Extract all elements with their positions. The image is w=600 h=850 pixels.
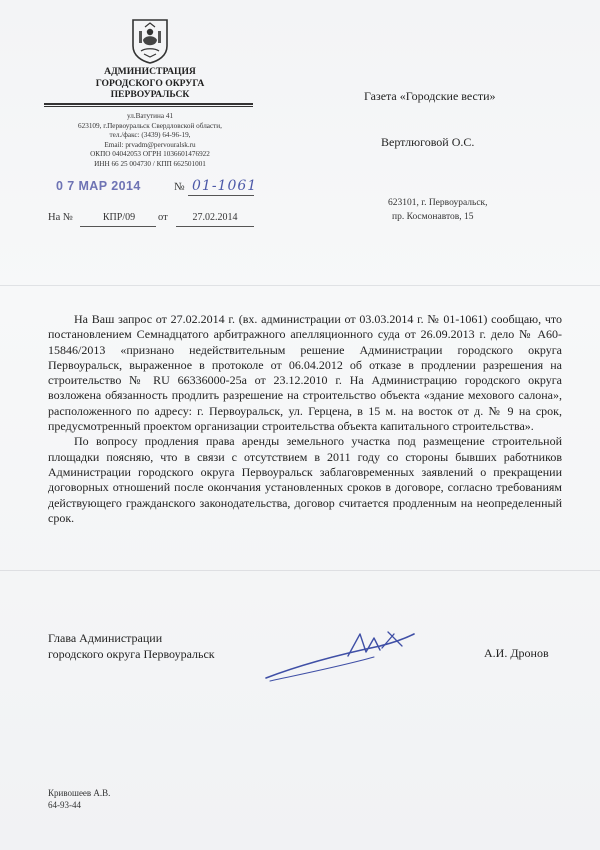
body-paragraph: На Ваш запрос от 27.02.2014 г. (вх. администрации от 03.03.2014 г. № 01-1061) сообщаю, что постановлением Семнадцатого арбитражного апелляционного суда от 26.09.2013 г. дело № А60-15846/2013 «признано недействительным решение Администрации городского округа Первоуральск, выраженное в протоколе от 06.04.2012 об отказе в продлении разрешения на строительство № RU 66336000-25а от 23.12.2010 г. На Администрацию городского округа возложена обязанность продлить разрешение на строительство объекта «здание мехового салона», расположенного по адресу: г. Первоуральск, ул. Герцена, в 15 м. на восток от д. № 9 на срок, предусмотренный проектом организации строительства объекта капитального строительства».: [48, 312, 562, 434]
handwritten-signature: [262, 626, 422, 686]
contact-phone: тел./факс: (3439) 64-96-19,: [109, 131, 191, 139]
contact-email: Email: prvadm@pervouralsk.ru: [104, 140, 196, 149]
addressee-street: пр. Космонавтов, 15: [392, 212, 474, 222]
executor-phone: 64-93-44: [48, 800, 81, 810]
signatory-title-line: Глава Администрации: [48, 631, 163, 645]
letterhead-divider: [44, 106, 253, 107]
executor-name: Кривошеев А.В.: [48, 788, 111, 798]
contact-street: ул.Ватутина 41: [126, 112, 174, 120]
org-line: ГОРОДСКОГО ОКРУГА: [95, 77, 205, 89]
outgoing-number-label: №: [174, 181, 185, 193]
signatory-name: А.И. Дронов: [484, 646, 549, 660]
reference-number-underline: [80, 226, 156, 227]
reference-from-label: от: [158, 212, 168, 223]
organization-name: [60, 66, 240, 101]
contact-city: 623109, г.Первоуральск Свердловской области,: [78, 121, 222, 130]
addressee-city: 623101, г. Первоуральск,: [388, 198, 488, 208]
paper-fold-line: [0, 285, 600, 286]
addressee-person: Вертлюговой О.С.: [381, 135, 475, 149]
org-line: АДМИНИСТРАЦИЯ: [104, 66, 196, 77]
reference-number: КПР/09: [102, 212, 136, 223]
reference-date: 27.02.2014: [192, 212, 238, 223]
reference-date-underline: [176, 226, 254, 227]
reference-label: На №: [48, 212, 73, 223]
coat-of-arms-icon: [131, 18, 169, 64]
addressee-newspaper: Газета «Городские вести»: [364, 89, 496, 103]
letter-body: [48, 312, 562, 526]
contact-inn-kpp: ИНН 66 25 004730 / КПП 662501001: [94, 159, 206, 168]
letterhead-contacts: [60, 112, 240, 169]
date-stamp: 0 7 МАР 2014: [56, 179, 141, 193]
outgoing-number-underline: [188, 195, 254, 196]
outgoing-number-handwritten: 01-1061: [192, 178, 258, 194]
contact-okpo-ogrn: ОКПО 04042053 ОГРН 1036601476922: [90, 150, 210, 158]
org-line: ПЕРВОУРАЛЬСК: [110, 89, 190, 100]
letterhead-divider: [44, 103, 253, 105]
paper-fold-line: [0, 570, 600, 571]
body-paragraph: По вопросу продления права аренды земельного участка под размещение строительной площадки поясняю, что в связи с отсутствием в 2011 году со стороны бывших работников Администрации городского округа Первоуральск заблаговременных заявлений о прекращении договорных отношений после окончания установленных сроков в договоре, согласно требованиям действующего гражданского законодательства, договор считается продленным на неопределенный срок.: [48, 434, 562, 525]
signatory-title: [48, 630, 215, 662]
signatory-title-line: городского округа Первоуральск: [48, 647, 215, 661]
